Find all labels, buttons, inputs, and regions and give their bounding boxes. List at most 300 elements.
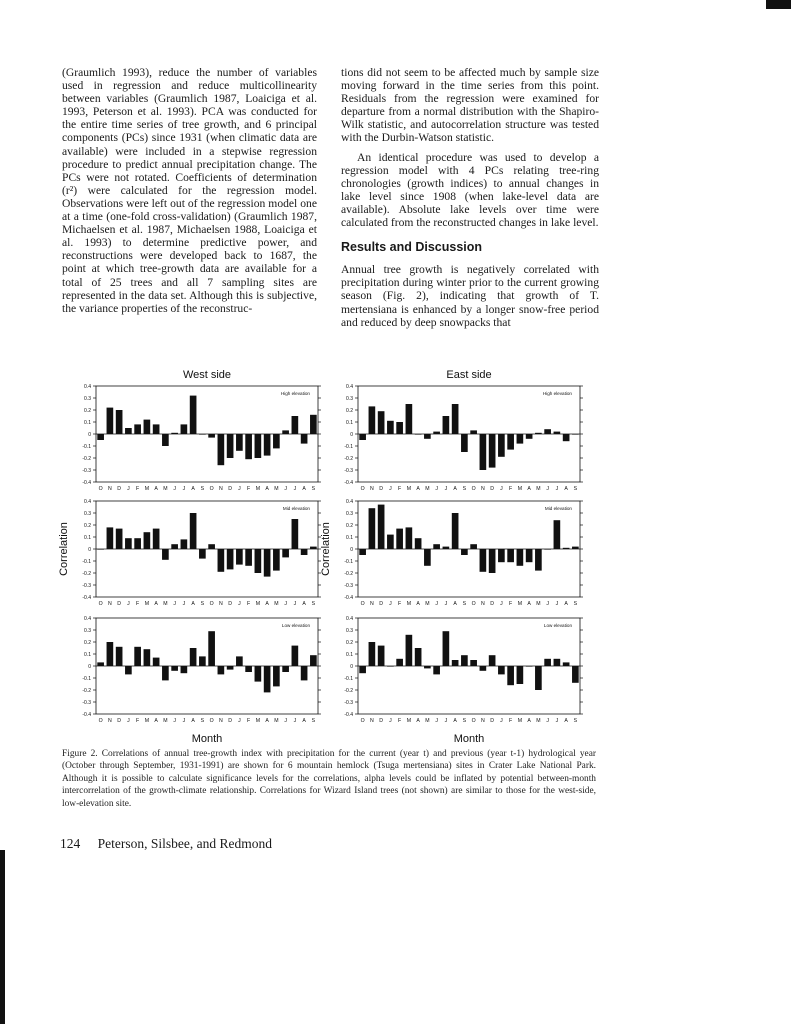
correlation-bar	[480, 434, 487, 470]
x-tick-label: F	[247, 718, 251, 724]
correlation-bar	[424, 549, 431, 566]
x-tick-label: N	[370, 486, 374, 492]
x-tick-label: J	[546, 601, 549, 607]
x-tick-label: O	[471, 718, 476, 724]
correlation-bar	[406, 404, 413, 434]
y-tick-label: -0.2	[344, 688, 353, 694]
x-tick-label: N	[108, 486, 112, 492]
y-tick-label: 0	[88, 432, 91, 438]
correlation-bar	[134, 424, 141, 434]
correlation-bar	[282, 430, 289, 434]
correlation-bar	[245, 549, 252, 566]
x-tick-label: A	[453, 601, 457, 607]
correlation-bar	[171, 666, 178, 671]
y-tick-label: -0.2	[344, 456, 353, 462]
x-tick-label: M	[406, 601, 412, 607]
x-tick-label: J	[284, 486, 287, 492]
correlation-bar	[301, 666, 308, 680]
x-tick-label: A	[302, 718, 306, 724]
correlation-bar	[171, 544, 178, 549]
correlation-bar	[433, 432, 440, 434]
y-tick-label: -0.4	[344, 595, 353, 601]
correlation-bar	[125, 428, 132, 434]
x-tick-label: D	[379, 601, 383, 607]
body-paragraph: An identical procedure was used to develop a regression model with 4 PCs relating tree-ring chronologies (growth indices) to annual changes in lake level since 1908 (when lake-level data are available). Absolute lake levels over time were calculated from the reconstructed changes in lake level.	[341, 150, 599, 230]
correlation-bar	[310, 415, 317, 434]
correlation-bar	[535, 549, 542, 571]
y-tick-label: 0.4	[346, 384, 353, 390]
correlation-bar	[433, 666, 440, 674]
x-tick-label: A	[265, 718, 269, 724]
correlation-bar	[489, 549, 496, 573]
x-tick-label: A	[191, 601, 195, 607]
y-tick-label: 0.2	[84, 408, 91, 414]
correlation-bar	[310, 547, 317, 549]
x-tick-label: N	[481, 718, 485, 724]
correlation-bar	[208, 544, 215, 549]
x-tick-label: O	[98, 601, 103, 607]
x-tick-label: A	[191, 718, 195, 724]
y-tick-label: 0.3	[84, 511, 91, 517]
correlation-bar	[452, 513, 459, 549]
x-tick-label: M	[163, 718, 168, 724]
correlation-bar	[144, 420, 151, 434]
correlation-bar	[107, 527, 114, 549]
x-tick-label: J	[546, 486, 549, 492]
x-tick-label: J	[173, 718, 176, 724]
correlation-bar	[236, 434, 243, 451]
x-tick-label: A	[564, 718, 568, 724]
correlation-bar	[162, 549, 169, 560]
correlation-bar	[153, 658, 160, 666]
correlation-bar	[181, 666, 188, 673]
correlation-bar	[452, 404, 459, 434]
x-tick-label: D	[117, 486, 121, 492]
correlation-bar	[507, 666, 514, 685]
correlation-bar	[134, 538, 141, 549]
x-tick-label: J	[555, 601, 559, 607]
x-tick-label: J	[500, 601, 503, 607]
y-axis-label: Correlation	[58, 522, 70, 576]
x-tick-label: J	[444, 601, 448, 607]
correlation-bar	[245, 434, 252, 459]
x-tick-label: J	[435, 486, 438, 492]
x-tick-label: O	[98, 718, 103, 724]
y-tick-label: 0	[88, 664, 91, 670]
correlation-bar	[255, 434, 262, 458]
x-tick-label: D	[117, 601, 121, 607]
x-tick-label: O	[471, 601, 476, 607]
correlation-bar	[107, 642, 114, 666]
scan-edge-mark	[0, 850, 5, 1024]
correlation-bar	[396, 422, 403, 434]
correlation-bar	[190, 396, 197, 434]
y-tick-label: 0.2	[346, 523, 353, 529]
y-tick-label: -0.4	[82, 480, 91, 486]
x-tick-label: J	[500, 486, 503, 492]
x-tick-label: S	[573, 601, 578, 607]
x-tick-label: S	[462, 601, 467, 607]
y-tick-label: 0	[350, 432, 353, 438]
x-tick-label: J	[435, 718, 438, 724]
x-tick-label: F	[247, 486, 251, 492]
y-tick-label: 0	[350, 664, 353, 670]
y-tick-label: -0.1	[82, 444, 91, 450]
x-tick-label: M	[163, 601, 168, 607]
correlation-bar	[218, 666, 225, 674]
correlation-bar	[461, 434, 468, 452]
correlation-bar	[406, 635, 413, 666]
y-tick-label: 0.2	[346, 640, 353, 646]
x-tick-label: A	[265, 486, 269, 492]
correlation-bar	[498, 666, 505, 674]
correlation-bar	[396, 659, 403, 666]
correlation-bar	[406, 527, 413, 549]
correlation-bar	[292, 416, 299, 434]
x-tick-label: A	[154, 601, 158, 607]
correlation-bar	[144, 532, 151, 549]
figure-2	[56, 366, 596, 746]
x-tick-label: A	[416, 718, 420, 724]
correlation-bar	[461, 655, 468, 666]
x-tick-label: J	[173, 486, 176, 492]
correlation-bar	[433, 544, 440, 549]
correlation-bar	[301, 549, 308, 555]
x-tick-label: S	[200, 718, 205, 724]
y-tick-label: -0.3	[82, 583, 91, 589]
x-tick-label: A	[453, 718, 457, 724]
y-tick-label: -0.4	[344, 712, 353, 718]
x-tick-label: A	[416, 486, 420, 492]
y-tick-label: 0.2	[346, 408, 353, 414]
x-tick-label: D	[490, 601, 494, 607]
x-tick-label: M	[274, 486, 279, 492]
correlation-bar	[282, 666, 289, 672]
x-tick-label: M	[274, 601, 279, 607]
x-tick-label: A	[527, 486, 531, 492]
correlation-bar	[415, 648, 422, 666]
correlation-bar	[470, 660, 477, 666]
x-tick-label: J	[435, 601, 438, 607]
correlation-bar	[208, 631, 215, 666]
y-tick-label: -0.1	[82, 559, 91, 565]
x-tick-label: M	[425, 718, 430, 724]
x-tick-label: O	[360, 601, 365, 607]
y-tick-label: 0.4	[84, 499, 91, 505]
correlation-bar	[292, 519, 299, 549]
x-tick-label: O	[471, 486, 476, 492]
footer-authors: Peterson, Silsbee, and Redmond	[97, 836, 272, 851]
x-tick-label: A	[302, 601, 306, 607]
correlation-bar	[443, 631, 450, 666]
x-tick-label: M	[144, 601, 150, 607]
x-tick-label: A	[453, 486, 457, 492]
correlation-bar	[236, 656, 243, 666]
correlation-bar	[387, 535, 394, 549]
y-tick-label: 0.2	[84, 523, 91, 529]
y-tick-label: 0.4	[346, 499, 353, 505]
correlation-bar	[461, 549, 468, 555]
correlation-bar	[554, 432, 561, 434]
x-tick-label: O	[209, 718, 214, 724]
x-tick-label: O	[98, 486, 103, 492]
y-tick-label: 0	[350, 547, 353, 553]
panel-label: Low elevation	[543, 623, 572, 628]
x-tick-label: D	[228, 601, 232, 607]
x-tick-label: J	[238, 718, 241, 724]
correlation-bar	[218, 434, 225, 465]
x-tick-label: S	[311, 486, 316, 492]
y-tick-label: -0.2	[82, 571, 91, 577]
panel-label: Mid elevation	[282, 506, 310, 511]
correlation-bar	[199, 656, 206, 666]
correlation-bar	[452, 660, 459, 666]
correlation-bar	[116, 647, 123, 666]
correlation-bar	[572, 666, 579, 683]
x-tick-label: F	[509, 601, 513, 607]
x-tick-label: D	[490, 718, 494, 724]
correlation-bar-charts	[56, 366, 596, 746]
x-axis-label: Month	[453, 733, 485, 745]
correlation-bar	[498, 549, 505, 562]
x-tick-label: F	[398, 601, 402, 607]
x-tick-label: F	[136, 601, 140, 607]
x-tick-label: M	[536, 601, 541, 607]
correlation-bar	[264, 549, 271, 577]
correlation-bar	[199, 549, 206, 559]
correlation-bar	[264, 434, 271, 456]
x-tick-label: A	[154, 486, 158, 492]
x-tick-label: A	[265, 601, 269, 607]
correlation-bar	[517, 549, 524, 566]
panel-label: Low elevation	[281, 623, 310, 628]
x-tick-label: F	[398, 718, 402, 724]
correlation-bar	[369, 642, 376, 666]
correlation-bar	[245, 666, 252, 672]
y-tick-label: -0.4	[344, 480, 353, 486]
correlation-bar	[498, 434, 505, 457]
x-tick-label: J	[293, 601, 297, 607]
y-tick-label: 0.1	[346, 535, 353, 541]
correlation-bar	[273, 549, 280, 571]
x-tick-label: S	[200, 486, 205, 492]
column-title: West side	[182, 369, 232, 381]
x-tick-label: M	[517, 601, 523, 607]
correlation-bar	[378, 505, 385, 549]
y-tick-label: 0.1	[84, 420, 91, 426]
correlation-bar	[387, 666, 394, 667]
y-tick-label: -0.3	[82, 700, 91, 706]
correlation-bar	[554, 659, 561, 666]
correlation-bar	[162, 434, 169, 446]
y-tick-label: -0.4	[82, 595, 91, 601]
x-tick-label: J	[546, 718, 549, 724]
correlation-bar	[125, 666, 132, 674]
scan-edge-mark	[766, 0, 791, 9]
correlation-bar	[443, 416, 450, 434]
correlation-bar	[255, 666, 262, 682]
correlation-bar	[107, 408, 114, 434]
x-tick-label: M	[406, 486, 412, 492]
x-tick-label: A	[527, 601, 531, 607]
body-paragraph: (Graumlich 1993), reduce the number of variables used in regression and reduce multicollinearity between variables (Graumlich 1987, Loaiciga et al. 1993, Peterson et al. 1993). PCA was conducted for the entire time series of tree growth, and 6 principal components (PCs) since 1931 (when climatic data are available) were included in a stepwise regression procedure to predict annual precipitation change. The PCs were not rotated. Coefficients of determination (r²) were calculated for the regression model. Observations were left out of the regression model one at a time (one-fold cross-validation) (Graumlich 1987, Michaelsen et al. 1987, Michaelsen 1988, Loaiciga et al. 1993) to determine predictive power, and reconstructions were developed back to 1687, the point at which tree-growth data are available for a total of 25 trees and all 7 sampling sites are represented in the data set. Although this is subjective, the variance properties of the reconstruc-	[62, 66, 317, 315]
correlation-bar	[517, 434, 524, 444]
y-tick-label: -0.2	[344, 571, 353, 577]
y-tick-label: -0.1	[344, 559, 353, 565]
x-tick-label: N	[219, 718, 223, 724]
x-tick-label: F	[398, 486, 402, 492]
y-tick-label: -0.3	[344, 700, 353, 706]
x-tick-label: S	[462, 486, 467, 492]
x-tick-label: F	[509, 718, 513, 724]
correlation-bar	[208, 434, 215, 438]
correlation-bar	[517, 666, 524, 684]
y-tick-label: 0	[88, 547, 91, 553]
correlation-bar	[424, 434, 431, 439]
x-tick-label: D	[379, 486, 383, 492]
y-tick-label: 0.1	[84, 535, 91, 541]
correlation-bar	[572, 434, 579, 435]
x-tick-label: O	[360, 718, 365, 724]
correlation-bar	[282, 549, 289, 557]
x-tick-label: M	[425, 486, 430, 492]
correlation-bar	[273, 666, 280, 686]
x-tick-label: J	[127, 718, 130, 724]
x-tick-label: S	[573, 486, 578, 492]
correlation-bar	[116, 529, 123, 549]
y-tick-label: -0.2	[82, 688, 91, 694]
correlation-bar	[97, 434, 104, 440]
correlation-bar	[544, 659, 551, 666]
y-tick-label: 0.4	[84, 616, 91, 622]
x-tick-label: M	[163, 486, 168, 492]
x-tick-label: O	[209, 601, 214, 607]
x-tick-label: M	[255, 601, 261, 607]
x-tick-label: J	[238, 486, 241, 492]
correlation-bar	[162, 666, 169, 680]
body-paragraph: Annual tree growth is negatively correlated with precipitation during winter prior to the current growing season (Fig. 2), indicating that growth of T. mertensiana is enhanced by a longer snow-free period and reduced by deep snowpacks that	[341, 263, 599, 329]
correlation-bar	[526, 666, 533, 667]
x-tick-label: J	[173, 601, 176, 607]
y-tick-label: -0.1	[82, 676, 91, 682]
correlation-bar	[544, 429, 551, 434]
page-footer	[60, 836, 272, 852]
correlation-bar	[489, 434, 496, 468]
right-text-column	[341, 66, 599, 329]
correlation-bar	[273, 434, 280, 448]
x-tick-label: M	[517, 718, 523, 724]
x-tick-label: D	[379, 718, 383, 724]
correlation-bar	[153, 424, 160, 434]
x-tick-label: M	[255, 486, 261, 492]
column-title: East side	[446, 369, 492, 381]
x-tick-label: F	[509, 486, 513, 492]
correlation-bar	[153, 529, 160, 549]
x-tick-label: D	[117, 718, 121, 724]
x-tick-label: J	[127, 601, 130, 607]
x-tick-label: J	[555, 486, 559, 492]
correlation-bar	[310, 655, 317, 666]
x-tick-label: J	[284, 718, 287, 724]
x-tick-label: J	[444, 486, 448, 492]
section-heading: Results and Discussion	[341, 240, 483, 255]
correlation-bar	[134, 647, 141, 666]
correlation-bar	[544, 549, 551, 550]
x-tick-label: J	[127, 486, 130, 492]
y-tick-label: -0.4	[82, 712, 91, 718]
y-tick-label: 0.1	[346, 420, 353, 426]
panel-label: Mid elevation	[544, 506, 572, 511]
x-tick-label: S	[311, 601, 316, 607]
x-tick-label: N	[108, 718, 112, 724]
x-tick-label: J	[555, 718, 559, 724]
y-tick-label: -0.3	[344, 583, 353, 589]
correlation-bar	[292, 646, 299, 666]
correlation-bar	[190, 648, 197, 666]
correlation-bar	[470, 544, 477, 549]
x-tick-label: N	[108, 601, 112, 607]
x-tick-label: J	[284, 601, 287, 607]
y-tick-label: -0.2	[82, 456, 91, 462]
x-tick-label: M	[144, 486, 150, 492]
x-tick-label: J	[389, 486, 392, 492]
correlation-bar	[387, 421, 394, 434]
y-tick-label: -0.1	[344, 444, 353, 450]
y-tick-label: 0.3	[84, 396, 91, 402]
x-tick-label: F	[136, 486, 140, 492]
y-axis-label: Correlation	[320, 522, 332, 576]
y-tick-label: -0.3	[82, 468, 91, 474]
correlation-bar	[378, 646, 385, 666]
y-tick-label: 0.4	[84, 384, 91, 390]
correlation-bar	[443, 547, 450, 549]
correlation-bar	[190, 513, 197, 549]
correlation-bar	[181, 424, 188, 434]
x-axis-label: Month	[191, 733, 223, 745]
correlation-bar	[236, 549, 243, 565]
x-tick-label: J	[293, 718, 297, 724]
correlation-bar	[563, 434, 570, 441]
correlation-bar	[227, 666, 234, 670]
x-tick-label: J	[182, 718, 186, 724]
x-tick-label: A	[302, 486, 306, 492]
x-tick-label: M	[406, 718, 412, 724]
body-paragraph: tions did not seem to be affected much by sample size moving forward in the time series from this point. Residuals from the regression were examined for departure from a normal distribution with the Shapiro-Wilk statistic, and autocorrelation structure was tested with the Durbin-Watson statistic.	[341, 66, 599, 145]
correlation-bar	[526, 549, 533, 562]
correlation-bar	[535, 666, 542, 690]
correlation-bar	[144, 649, 151, 666]
correlation-bar	[125, 538, 132, 549]
x-tick-label: N	[219, 601, 223, 607]
x-tick-label: F	[136, 718, 140, 724]
correlation-bar	[199, 434, 206, 435]
x-tick-label: M	[536, 718, 541, 724]
y-tick-label: 0.1	[84, 652, 91, 658]
correlation-bar	[359, 434, 366, 440]
x-tick-label: N	[370, 718, 374, 724]
x-tick-label: N	[219, 486, 223, 492]
x-tick-label: A	[564, 601, 568, 607]
y-tick-label: -0.3	[344, 468, 353, 474]
y-tick-label: 0.3	[346, 628, 353, 634]
x-tick-label: A	[416, 601, 420, 607]
page-number: 124	[60, 836, 81, 851]
correlation-bar	[470, 430, 477, 434]
x-tick-label: S	[311, 718, 316, 724]
x-tick-label: A	[191, 486, 195, 492]
x-tick-label: F	[247, 601, 251, 607]
x-tick-label: J	[182, 601, 186, 607]
